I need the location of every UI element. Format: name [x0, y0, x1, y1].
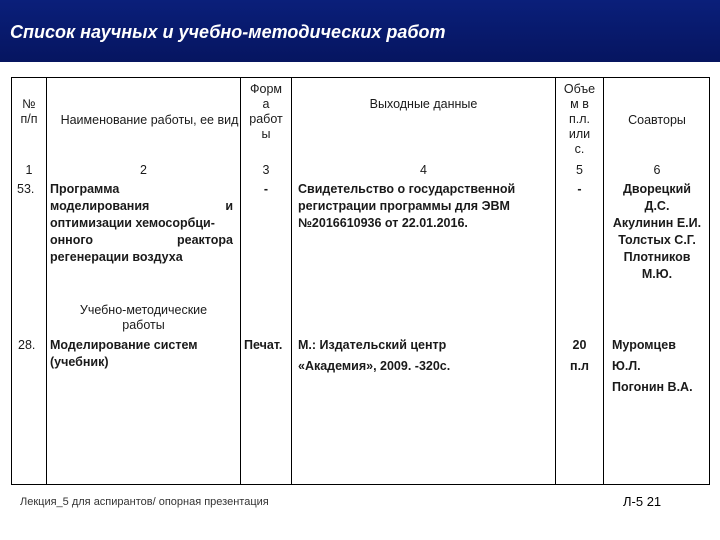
work-volume: -	[577, 182, 582, 196]
section-heading	[47, 303, 240, 333]
work-output	[298, 181, 553, 232]
work-form: Печат.	[244, 338, 283, 352]
coauthor-line: Ю.Л.	[612, 359, 641, 373]
slide-number: Л-5 21	[623, 494, 662, 509]
header-form-line: а	[262, 97, 270, 111]
work-name-line: оптимизации хемосорбци-	[50, 216, 215, 230]
header-num	[12, 97, 46, 127]
footer-caption: Лекция_5 для аспирантов/ опорная презентация	[20, 496, 269, 508]
header-form	[241, 82, 291, 142]
column-number: 1	[25, 163, 33, 177]
slide-title: Список научных и учебно-методических работ	[10, 22, 446, 42]
work-coauthors	[604, 181, 710, 283]
work-name	[50, 337, 238, 371]
header-volume-line: с.	[574, 142, 585, 156]
work-name	[50, 181, 233, 266]
header-name: Наименование работы, ее вид	[60, 113, 239, 127]
work-name-line: моделирования и	[50, 199, 233, 213]
work-name-line: онного реактора	[50, 233, 233, 247]
column-number: 3	[262, 163, 270, 177]
section-heading-line: работы	[122, 318, 165, 332]
row-number: 28.	[18, 338, 36, 352]
header-volume	[556, 82, 603, 157]
coauthor-line: Толстых С.Г.	[618, 233, 696, 247]
column-number: 2	[140, 163, 147, 177]
column-divider	[291, 78, 292, 484]
volume-line: п.л	[570, 359, 589, 373]
section-heading-line: Учебно-методические	[79, 303, 208, 317]
header-form-line: ы	[261, 127, 271, 141]
work-name-line: (учебник)	[50, 355, 109, 369]
coauthor-line: Акулинин Е.И.	[612, 216, 702, 230]
coauthor-line: Д.С.	[644, 199, 670, 213]
header-volume-line: Объе	[563, 82, 596, 96]
header-volume-line: или	[568, 127, 591, 141]
volume-line: 20	[572, 338, 587, 352]
work-name-line: Моделирование систем	[50, 338, 198, 352]
header-output: Выходные данные	[369, 97, 478, 111]
coauthor-line: Дворецкий	[623, 182, 691, 196]
coauthor-line: Погонин В.А.	[612, 380, 693, 394]
coauthor-line: Плотников	[623, 250, 691, 264]
header-num-line: №	[22, 97, 36, 111]
column-number: 5	[576, 163, 583, 177]
header-form-line: работ	[249, 112, 283, 126]
work-output-line: М.: Издательский центр	[298, 338, 447, 352]
row-number: 53.	[17, 182, 35, 196]
work-output-line: регистрации программы для ЭВМ	[298, 199, 510, 213]
work-form: -	[263, 182, 269, 196]
header-form-line: Форм	[249, 82, 282, 96]
work-name-line: Программа	[50, 182, 120, 196]
column-number: 6	[653, 163, 661, 177]
column-number: 4	[420, 163, 427, 177]
coauthor-line: М.Ю.	[641, 267, 673, 281]
work-output-line: «Академия», 2009. -320с.	[298, 359, 451, 373]
header-volume-line: м в	[570, 97, 589, 111]
work-output-line: №2016610936 от 22.01.2016.	[298, 216, 468, 230]
header-num-line: п/п	[20, 112, 38, 126]
header-volume-line: п.л.	[568, 112, 590, 126]
work-coauthors	[612, 337, 710, 396]
coauthor-line: Муромцев	[612, 338, 676, 352]
work-output-line: Свидетельство о государственной	[298, 182, 516, 196]
column-divider	[46, 78, 47, 484]
work-name-line: регенерации воздуха	[50, 250, 183, 264]
work-output	[298, 337, 553, 375]
header-coauthors: Соавторы	[628, 113, 686, 127]
title-bar	[0, 0, 720, 62]
work-volume	[556, 337, 603, 375]
